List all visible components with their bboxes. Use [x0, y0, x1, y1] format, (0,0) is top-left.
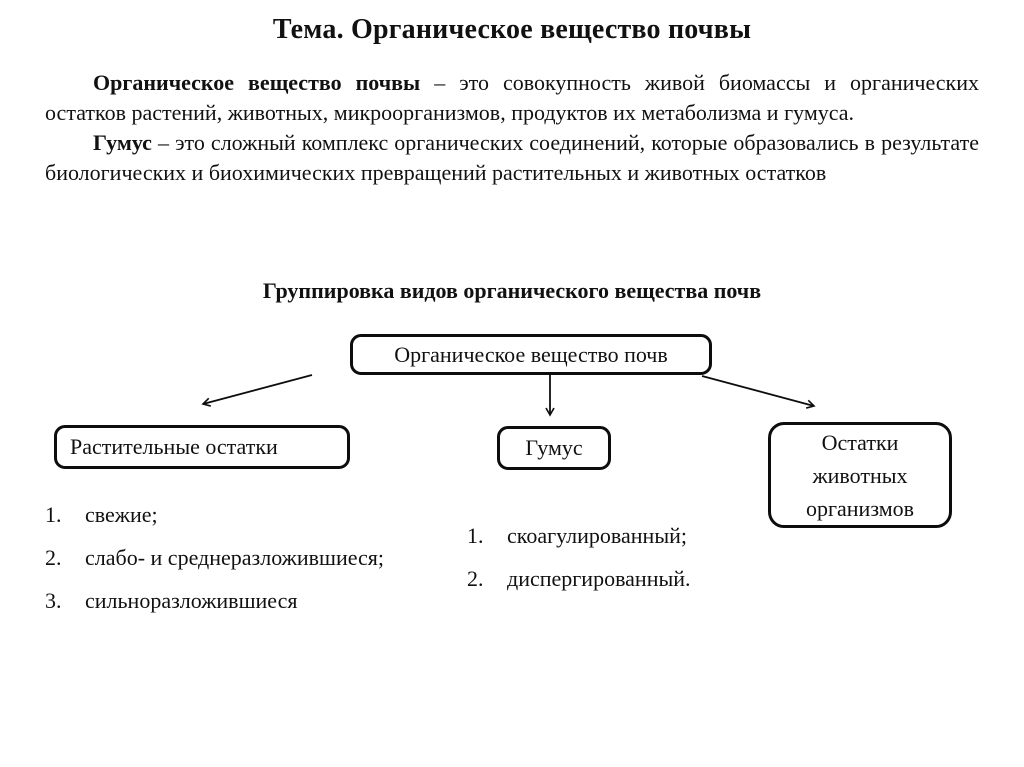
- paragraph-humus-body: – это сложный комплекс органических соединений, которые образовались в результате биологических и биохимических превращений растительных и животных остатков: [45, 130, 979, 185]
- paragraph-organic-matter-body: – это совокупность живой биомассы и органических остатков растений, животных, микроорганизмов, продуктов их метаболизма и гумуса.: [45, 70, 979, 125]
- term-humus: Гумус: [93, 130, 152, 155]
- list-item-number: 1.: [467, 523, 484, 548]
- list-item-text: слабо- и среднеразложившиеся;: [85, 545, 385, 570]
- list-item: [45, 500, 475, 530]
- list-item: [467, 521, 807, 551]
- list-item-text: свежие;: [85, 502, 158, 527]
- plant-residues-list: [45, 500, 475, 629]
- list-item-text: сильноразложившиеся: [85, 588, 298, 613]
- list-item-number: 2.: [45, 545, 62, 570]
- list-item-text: диспергированный.: [507, 566, 691, 591]
- list-item: [45, 543, 475, 573]
- arrow-to-animal-remains: [702, 376, 814, 406]
- node-animal-remains: Остатки животных организмов: [768, 422, 952, 528]
- list-item-number: 2.: [467, 566, 484, 591]
- list-item-text: скоагулированный;: [507, 523, 687, 548]
- list-item-number: 1.: [45, 502, 62, 527]
- arrow-to-plant-residues: [203, 375, 312, 404]
- list-item: [467, 564, 807, 594]
- list-item-number: 3.: [45, 588, 62, 613]
- humus-types-list: [467, 521, 807, 607]
- node-organic-matter-root: Органическое вещество почв: [350, 334, 712, 375]
- diagram-heading: Группировка видов органического вещества почв: [262, 278, 762, 303]
- slide-title: Тема. Органическое вещество почвы: [272, 14, 752, 45]
- node-humus: Гумус: [497, 426, 611, 470]
- node-plant-residues: Растительные остатки: [54, 425, 350, 469]
- list-item: [45, 586, 475, 616]
- term-organic-matter: Органическое вещество почвы: [93, 70, 421, 95]
